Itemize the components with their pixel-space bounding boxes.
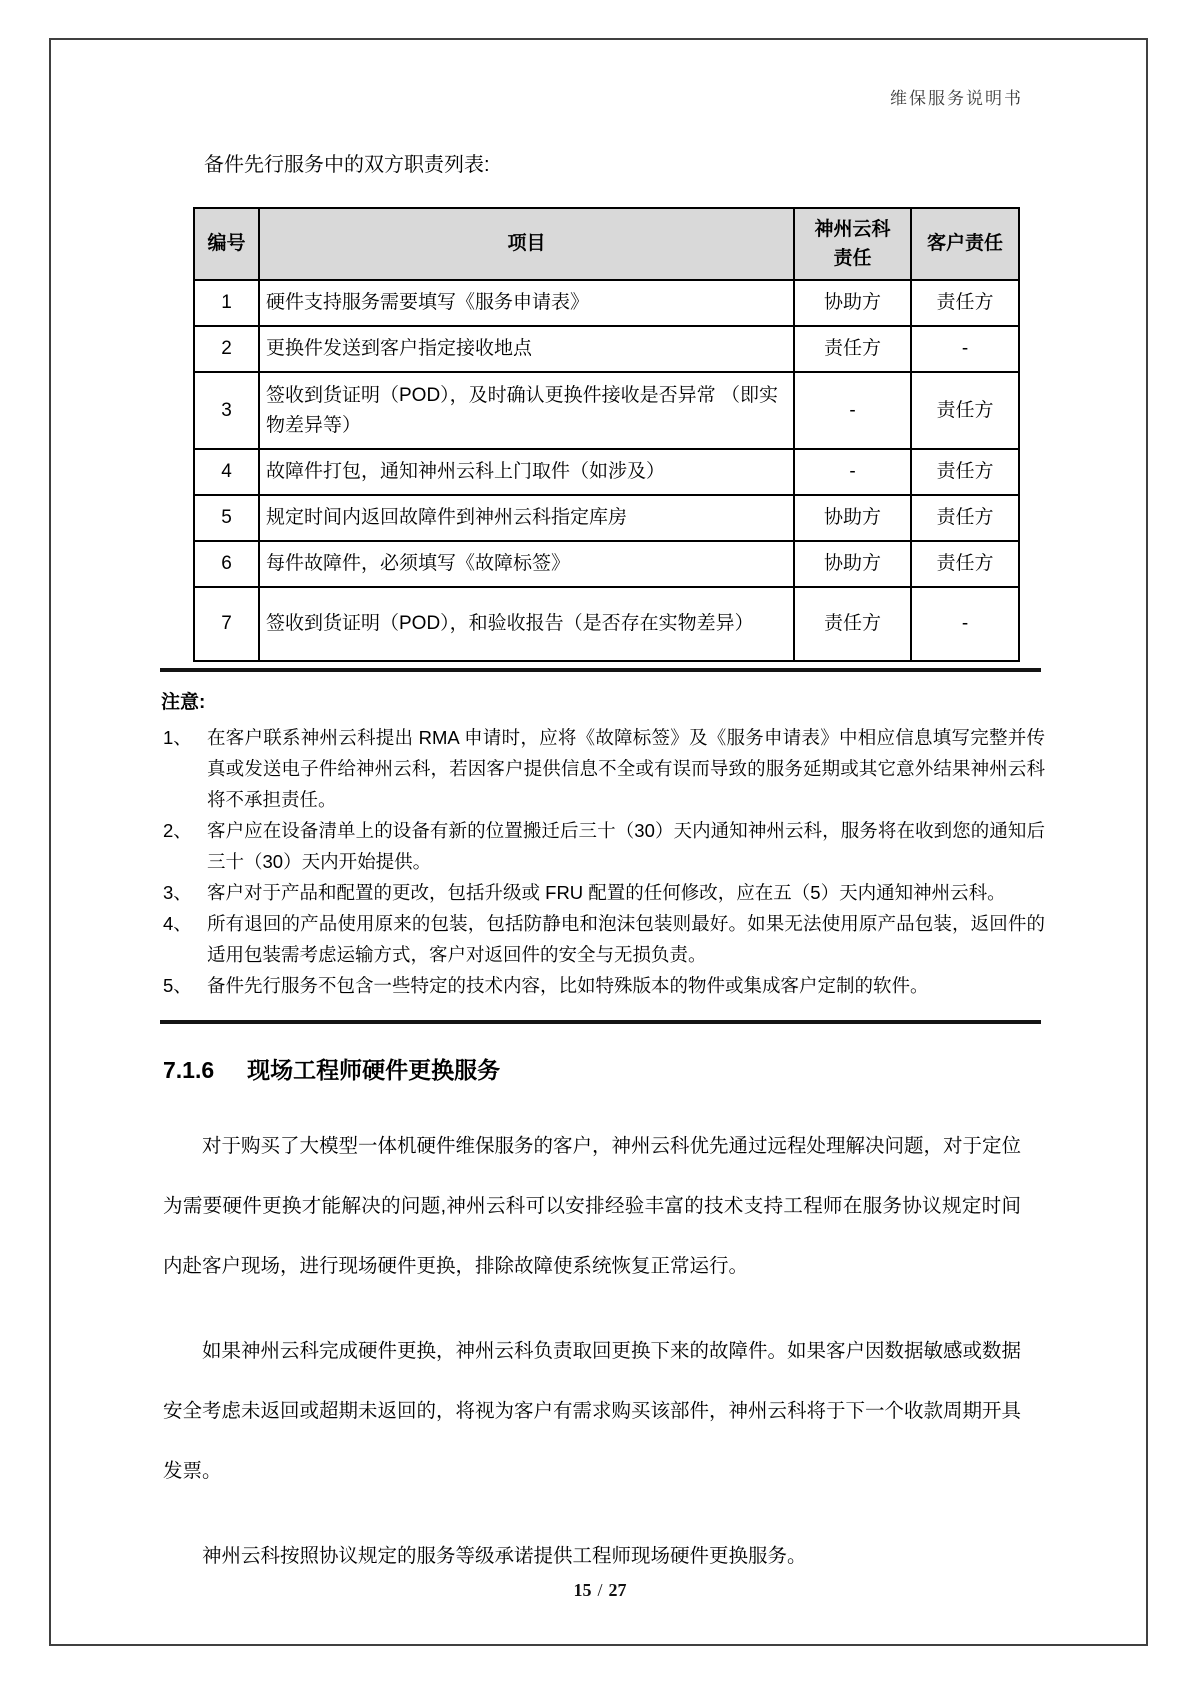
note-text: 在客户联系神州云科提出 RMA 申请时，应将《故障标签》及《服务申请表》中相应信息填写完整并传真或发送电子件给神州云科，若因客户提供信息不全或有误而导致的服务延期或其它意外结果神州云科将不承担责任。 [207, 727, 1045, 810]
row-item-cell: 签收到货证明（POD），及时确认更换件接收是否异常 （即实物差异等） [259, 372, 794, 449]
note-text: 客户对于产品和配置的更改，包括升级或 FRU 配置的任何修改，应在五（5）天内通知神州云科。 [207, 882, 1006, 903]
note-text: 所有退回的产品使用原来的包装，包括防静电和泡沫包装则最好。如果无法使用原产品包装，返回件的适用包装需考虑运输方式，客户对返回件的安全与无损负责。 [207, 913, 1045, 965]
row-item-cell: 规定时间内返回故障件到神州云科指定库房 [259, 495, 794, 541]
row-customer-cell: 责任方 [911, 372, 1019, 449]
body-paragraph: 对于购买了大模型一体机硬件维保服务的客户，神州云科优先通过远程处理解决问题，对于定位为需要硬件更换才能解决的问题,神州云科可以安排经验丰富的技术支持工程师在服务协议规定时间内赴客户现场，进行现场硬件更换，排除故障使系统恢复正常运行。 [163, 1135, 1022, 1277]
note-text: 备件先行服务不包含一些特定的技术内容，比如特殊版本的物件或集成客户定制的软件。 [207, 975, 929, 996]
footer-page-number: 15 [573, 1580, 592, 1600]
table-row [194, 541, 1019, 587]
note-item [161, 815, 1045, 877]
body-paragraph: 如果神州云科完成硬件更换，神州云科负责取回更换下来的故障件。如果客户因数据敏感或数据安全考虑未返回或超期未返回的，将视为客户有需求购买该部件，神州云科将于下一个收款周期开具发票。 [163, 1340, 1022, 1482]
row-customer-cell: 责任方 [911, 449, 1019, 495]
note-number: 5、 [163, 975, 192, 996]
row-number-cell: 6 [194, 541, 259, 587]
row-vendor-cell: - [794, 449, 911, 495]
horizontal-rule-bottom [160, 1020, 1041, 1024]
header-cell-item: 项目 [259, 208, 794, 280]
table-row [194, 280, 1019, 326]
row-vendor-cell: 协助方 [794, 495, 911, 541]
horizontal-rule-top [160, 668, 1041, 672]
note-text: 客户应在设备清单上的设备有新的位置搬迁后三十（30）天内通知神州云科，服务将在收到您的通知后三十（30）天内开始提供。 [207, 820, 1045, 872]
notes-list [161, 722, 1045, 1001]
header-vendor-line2: 责任 [833, 248, 872, 269]
note-item [161, 722, 1045, 815]
table-intro-text: 备件先行服务中的双方职责列表: [204, 154, 490, 176]
row-number-cell: 3 [194, 372, 259, 449]
section-number: 7.1.6 [163, 1057, 215, 1083]
body-paragraph: 神州云科按照协议规定的服务等级承诺提供工程师现场硬件更换服务。 [202, 1545, 807, 1567]
table-header-row [194, 208, 1019, 280]
document-header-title: 维保服务说明书 [890, 89, 1023, 108]
section-body [163, 1116, 1021, 1611]
footer-total-pages: 27 [608, 1580, 627, 1600]
responsibility-table [193, 207, 1020, 662]
row-item-cell: 硬件支持服务需要填写《服务申请表》 [259, 280, 794, 326]
row-vendor-cell: 协助方 [794, 541, 911, 587]
header-vendor-line1: 神州云科 [814, 218, 891, 240]
row-item-cell: 更换件发送到客户指定接收地点 [259, 326, 794, 372]
note-number: 3、 [163, 882, 192, 903]
note-number: 4、 [163, 913, 192, 934]
note-number: 2、 [163, 820, 192, 841]
row-vendor-cell: 协助方 [794, 280, 911, 326]
row-number-cell: 5 [194, 495, 259, 541]
header-cell-vendor [794, 208, 911, 280]
table-row [194, 326, 1019, 372]
row-number-cell: 2 [194, 326, 259, 372]
row-customer-cell: 责任方 [911, 495, 1019, 541]
row-number-cell: 7 [194, 587, 259, 661]
note-item [161, 877, 1045, 908]
page-footer [0, 1580, 1200, 1601]
table-row [194, 449, 1019, 495]
table-row [194, 495, 1019, 541]
row-vendor-cell: 责任方 [794, 326, 911, 372]
row-customer-cell: - [911, 587, 1019, 661]
header-cell-customer: 客户责任 [911, 208, 1019, 280]
row-vendor-cell: 责任方 [794, 587, 911, 661]
section-heading [163, 1052, 500, 1085]
row-vendor-cell: - [794, 372, 911, 449]
row-item-cell: 故障件打包，通知神州云科上门取件（如涉及） [259, 449, 794, 495]
table-row [194, 372, 1019, 449]
row-number-cell: 4 [194, 449, 259, 495]
row-number-cell: 1 [194, 280, 259, 326]
note-number: 1、 [163, 727, 192, 748]
footer-separator: / [597, 1580, 603, 1600]
notes-title: 注意: [161, 692, 206, 713]
note-item [161, 908, 1045, 970]
section-title: 现场工程师硬件更换服务 [247, 1057, 501, 1083]
table-row [194, 587, 1019, 661]
header-cell-number: 编号 [194, 208, 259, 280]
row-item-cell: 每件故障件，必须填写《故障标签》 [259, 541, 794, 587]
row-item-cell: 签收到货证明（POD），和验收报告（是否存在实物差异） [259, 587, 794, 661]
row-customer-cell: 责任方 [911, 280, 1019, 326]
note-item [161, 970, 1045, 1001]
row-customer-cell: 责任方 [911, 541, 1019, 587]
row-customer-cell: - [911, 326, 1019, 372]
